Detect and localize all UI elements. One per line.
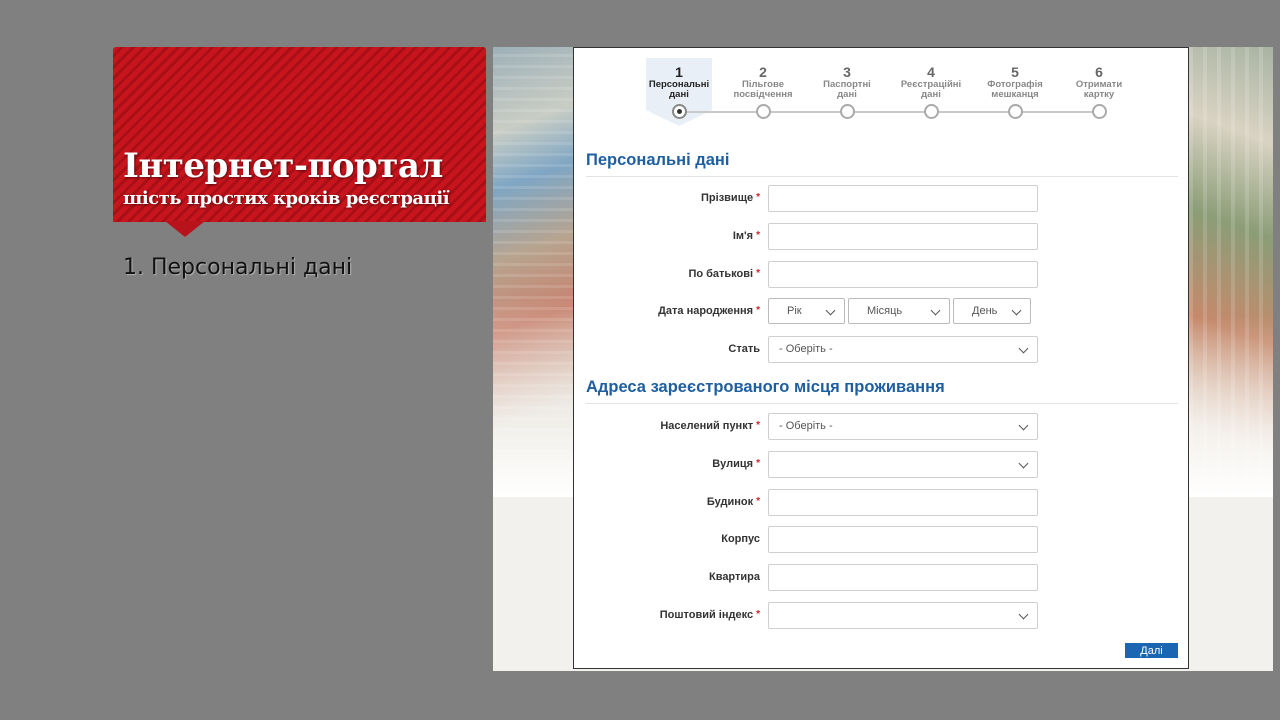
- apartment-input[interactable]: [768, 564, 1038, 591]
- birth-date-row: [574, 298, 1190, 326]
- step-5[interactable]: [973, 58, 1057, 100]
- postcode-row: [574, 602, 1190, 630]
- birth-day-select[interactable]: [953, 298, 1031, 324]
- stepper-line: [679, 111, 1099, 113]
- slide-title: Інтернет-портал: [123, 146, 443, 186]
- chevron-down-icon: [826, 306, 836, 316]
- required-mark: *: [756, 496, 760, 507]
- house-row: [574, 489, 1190, 517]
- step-4[interactable]: [889, 58, 973, 100]
- step-dot-icon: [756, 104, 771, 119]
- patronymic-label: По батькові *: [688, 268, 760, 280]
- step-dot-icon: [672, 104, 687, 119]
- birth-month-value: Місяць: [867, 305, 903, 317]
- apartment-label: Квартира: [708, 571, 760, 583]
- required-mark: *: [756, 230, 760, 241]
- name-input[interactable]: [768, 223, 1038, 250]
- step-number: 3: [843, 64, 851, 80]
- sex-value: - Оберіть -: [779, 343, 833, 355]
- step-dot-icon: [1008, 104, 1023, 119]
- surname-row: [574, 185, 1190, 213]
- section-divider: [586, 176, 1178, 177]
- required-mark: *: [756, 192, 760, 203]
- surname-input[interactable]: [768, 185, 1038, 212]
- step-label: Реєстраційні дані: [900, 79, 962, 100]
- city-photo-right: [1189, 47, 1273, 497]
- chevron-down-icon: [1019, 344, 1029, 354]
- patronymic-input[interactable]: [768, 261, 1038, 288]
- postcode-select[interactable]: [768, 602, 1038, 629]
- house-label: Будинок *: [706, 496, 760, 508]
- step-number: 2: [759, 64, 767, 80]
- step-label: Персональні дані: [648, 79, 710, 100]
- step-2[interactable]: [721, 58, 805, 100]
- apartment-row: [574, 564, 1190, 592]
- required-mark: *: [756, 305, 760, 316]
- sex-row: [574, 336, 1190, 364]
- street-select[interactable]: [768, 451, 1038, 478]
- chevron-down-icon: [1019, 459, 1029, 469]
- chevron-down-icon: [1012, 306, 1022, 316]
- step-label: Фотографія мешканця: [987, 79, 1043, 100]
- building-label: Корпус: [721, 533, 760, 545]
- step-label: Отримати картку: [1075, 79, 1123, 100]
- required-mark: *: [756, 420, 760, 431]
- step-1[interactable]: [637, 58, 721, 100]
- step-dot-icon: [1092, 104, 1107, 119]
- step-6[interactable]: [1057, 58, 1141, 100]
- birth-month-select[interactable]: [848, 298, 950, 324]
- locality-value: - Оберіть -: [779, 420, 833, 432]
- step-dot-icon: [840, 104, 855, 119]
- birth-year-value: Рік: [787, 305, 802, 317]
- name-row: [574, 223, 1190, 251]
- house-input[interactable]: [768, 489, 1038, 516]
- step-dot-icon: [924, 104, 939, 119]
- birth-year-select[interactable]: [768, 298, 845, 324]
- building-input[interactable]: [768, 526, 1038, 553]
- building-row: [574, 526, 1190, 554]
- patronymic-row: [574, 261, 1190, 289]
- birth-date-label: Дата народження *: [658, 305, 760, 317]
- registration-form-panel: [573, 47, 1189, 669]
- sex-label: Стать: [728, 343, 760, 355]
- step-3[interactable]: [805, 58, 889, 100]
- required-mark: *: [756, 458, 760, 469]
- name-label: Ім'я *: [732, 230, 760, 242]
- chevron-down-icon: [1019, 610, 1029, 620]
- street-label: Вулиця *: [712, 458, 760, 470]
- surname-label: Прізвище *: [701, 192, 760, 204]
- next-button[interactable]: Далі: [1125, 643, 1178, 658]
- locality-label: Населений пункт *: [660, 420, 760, 432]
- street-row: [574, 451, 1190, 479]
- step-number: 1: [675, 64, 683, 80]
- required-mark: *: [756, 609, 760, 620]
- portal-screenshot: [493, 47, 1273, 671]
- locality-select[interactable]: [768, 413, 1038, 440]
- step-caption: 1. Персональні дані: [123, 255, 353, 280]
- city-photo-left: [493, 47, 573, 497]
- sex-select[interactable]: [768, 336, 1038, 363]
- step-number: 5: [1011, 64, 1019, 80]
- chevron-down-icon: [1019, 421, 1029, 431]
- section-divider: [586, 403, 1178, 404]
- address-section-title: Адреса зареєстрованого місця проживання: [586, 378, 945, 396]
- required-mark: *: [756, 268, 760, 279]
- chevron-down-icon: [931, 306, 941, 316]
- birth-day-value: День: [972, 305, 998, 317]
- personal-section-title: Персональні дані: [586, 151, 730, 169]
- step-label: Пільгове посвідчення: [733, 79, 793, 100]
- banner-pointer: [165, 221, 205, 237]
- step-label: Паспортні дані: [823, 79, 871, 100]
- registration-stepper: [646, 58, 1150, 128]
- locality-row: [574, 413, 1190, 441]
- step-number: 6: [1095, 64, 1103, 80]
- slide-subtitle: шість простих кроків реєстрації: [123, 188, 450, 209]
- postcode-label: Поштовий індекс *: [659, 609, 760, 621]
- step-number: 4: [927, 64, 935, 80]
